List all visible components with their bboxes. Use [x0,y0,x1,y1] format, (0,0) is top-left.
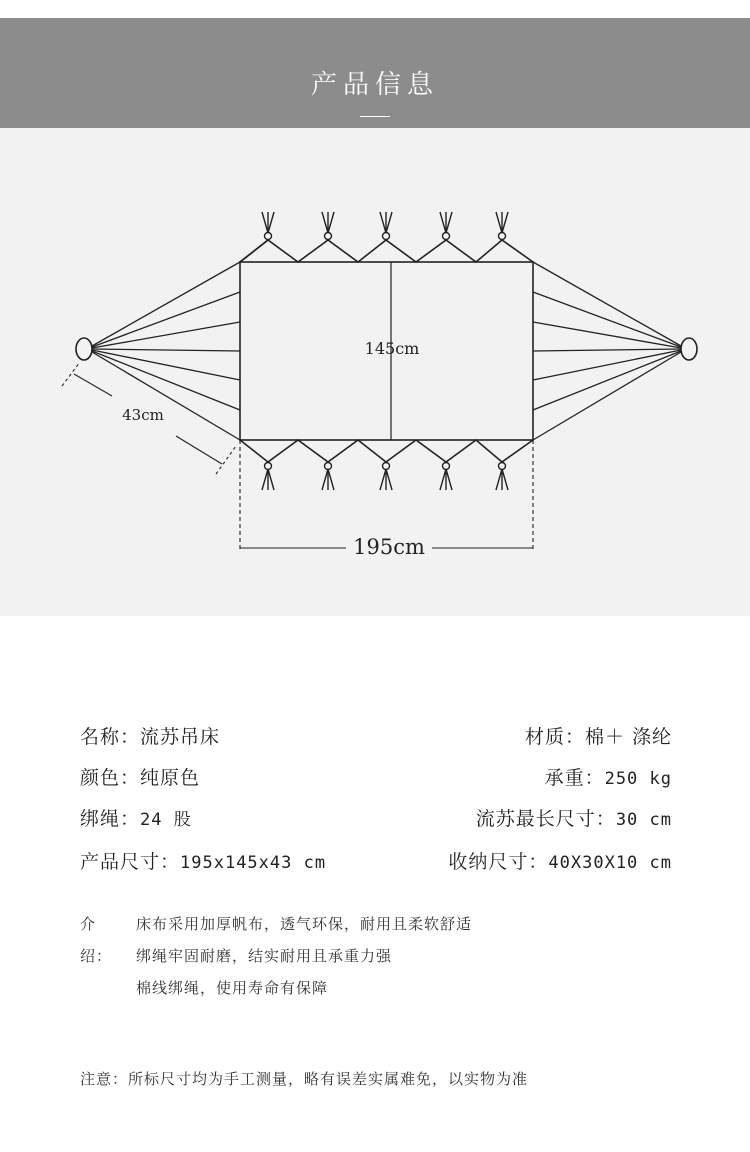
top-knots [240,240,533,262]
spec-material-label: 材质： [524,726,585,748]
spec-tassel-label: 流苏最长尺寸： [475,808,616,830]
spec-color-label: 颜色： [80,767,141,789]
spec-storage-label: 收纳尺寸： [448,851,549,873]
intro-line: 床布采用加厚帆布，透气环保，耐用且柔软舒适 [136,915,473,933]
intro-lines [136,908,472,1004]
spec-load-label: 承重： [544,767,605,789]
spec-size-label: 产品尺寸： [80,851,181,873]
height-label: 145cm [364,339,420,358]
left-ring [76,338,92,360]
left-ropes [92,262,240,440]
spec-storage [448,847,672,874]
spec-color-value: 纯原色 [140,767,201,789]
page-title: 产品信息 [310,70,439,100]
spec-size [80,847,326,874]
spec-tassel-value: 30 cm [615,810,672,830]
spec-rope [80,804,192,831]
spec-color [80,763,200,790]
bottom-knots [240,440,533,462]
spec-material [525,722,672,749]
spec-storage-value: 40X30X10 cm [548,853,672,873]
top-tassels [262,212,508,240]
hammock-diagram-svg [0,128,750,616]
spec-load-value: 250 kg [604,769,672,789]
spec-name-value: 流苏吊床 [140,726,221,748]
spec-material-value: 棉＋ 涤纶 [584,726,672,748]
intro-label: 介绍： [80,915,113,965]
spec-name-label: 名称： [80,726,141,748]
right-ropes [533,262,681,440]
title-divider [360,116,390,117]
bottom-tassels [262,463,508,491]
header-banner [0,18,750,128]
spec-name [80,722,220,749]
spec-tassel [476,804,672,831]
spec-load [545,763,672,790]
intro-line: 绑绳牢固耐磨，结实耐用且承重力强 [136,947,393,965]
note-text: 注意：所标尺寸均为手工测量，略有误差实属难免，以实物为准 [80,1070,529,1088]
right-ring [681,338,697,360]
spec-rope-label: 绑绳： [80,808,141,830]
hammock-diagram [0,128,750,616]
spec-size-value: 195x145x43 cm [180,853,327,873]
rope-length-label: 43cm [122,406,164,424]
intro-line: 棉线绑绳，使用寿命有保障 [136,979,329,997]
spec-rope-value: 24 股 [140,810,192,830]
width-label: 195cm [353,535,425,559]
